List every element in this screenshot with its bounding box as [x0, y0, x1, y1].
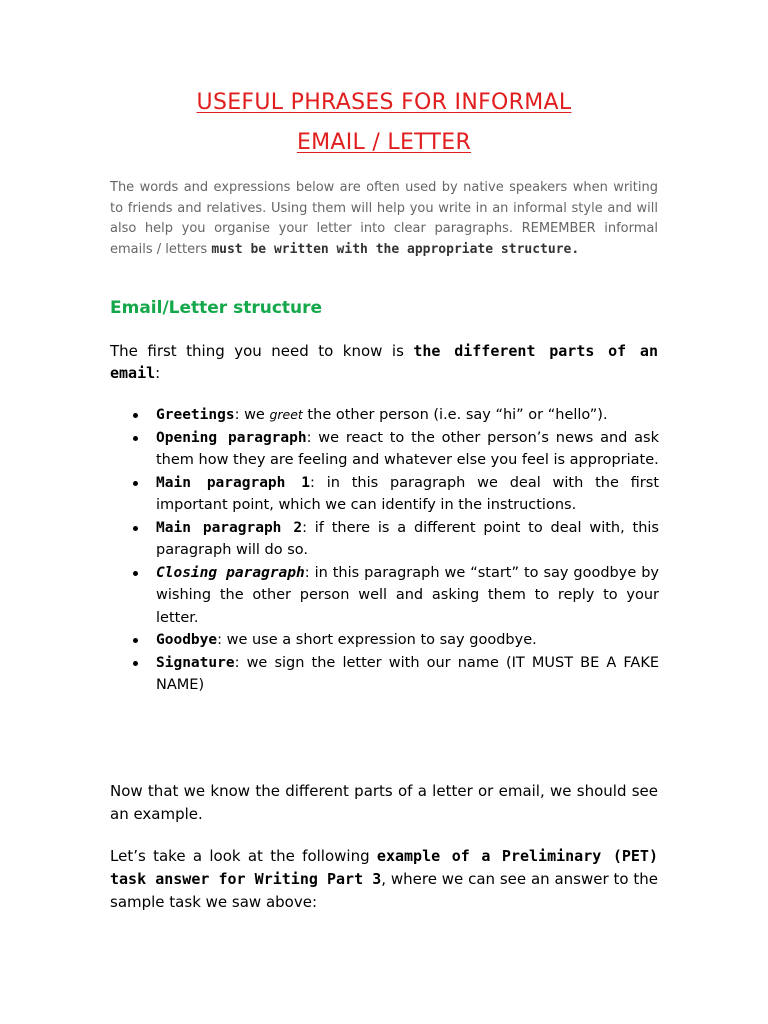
list-item-term: Greetings [156, 407, 235, 423]
list-item-term: Main paragraph 1 [156, 474, 311, 491]
list-item-term: Goodbye [156, 632, 218, 648]
document-title-line-1: USEFUL PHRASES FOR INFORMAL [196, 90, 572, 115]
example-reference-end: , where we can see an answer to the sample task we saw above: [110, 870, 658, 911]
list-item-greetings [133, 404, 659, 427]
example-reference-text: Let’s take a look at the following [110, 847, 377, 865]
lead-text: The first thing you need to know is [110, 342, 414, 360]
list-item-italic: greet [269, 407, 303, 422]
list-item-text: : in this paragraph we “start” to say goodbye by wishing the other person well and asking them to reply to your letter. [156, 564, 659, 626]
bullet-icon [133, 413, 138, 418]
list-item-term: Signature [156, 654, 235, 671]
example-reference-paragraph [110, 845, 658, 914]
bullet-icon [133, 436, 138, 441]
list-item-main-paragraph-1 [133, 472, 659, 517]
list-item-term: Closing paragraph [156, 564, 305, 581]
list-item-text: : we sign the letter with our name (IT MUST BE A FAKE NAME) [156, 654, 659, 693]
document-title-line-2: EMAIL / LETTER [296, 130, 472, 155]
list-item-closing-paragraph [133, 562, 659, 630]
list-item-text: : if there is a different point to deal with, this paragraph will do so. [156, 519, 659, 558]
list-item-text: : we react to the other person’s news and ask them how they are feeling and whatever else you feel is appropriate. [156, 429, 659, 468]
list-item-text: the other person (i.e. say “hi” or “hello”). [302, 407, 608, 423]
bullet-icon [133, 638, 138, 643]
lead-bold-text: the different parts of an email [110, 342, 658, 382]
list-item-text: : we use a short expression to say goodbye. [217, 632, 537, 648]
list-item-signature [133, 652, 659, 697]
section-heading: Email/Letter structure [110, 298, 323, 318]
list-item-colon: : we [234, 407, 270, 423]
example-reference-bold: example of a Preliminary (PET) task answer for Writing Part 3 [110, 847, 658, 888]
intro-text: The words and expressions below are often used by native speakers when writing to friends and relatives. Using them will help you write in an informal style and will also help you organise your letter into clear paragraphs. REMEMBER informal emails / letters [110, 180, 658, 257]
list-item-opening-paragraph [133, 427, 659, 472]
example-intro-paragraph: Now that we know the different parts of a letter or email, we should see an example. [110, 782, 658, 823]
list-item-term: Main paragraph 2 [156, 519, 303, 536]
lead-paragraph [110, 340, 658, 384]
lead-end: : [155, 364, 161, 382]
bullet-icon [133, 481, 138, 486]
intro-paragraph [110, 178, 658, 260]
bullet-icon [133, 661, 138, 666]
structure-list [133, 404, 659, 697]
list-item-goodbye [133, 629, 659, 652]
bullet-icon [133, 571, 138, 576]
intro-bold-text: must be written with the appropriate structure. [211, 241, 580, 257]
list-item-term: Opening paragraph [156, 429, 307, 446]
list-item-text: : in this paragraph we deal with the first important point, which we can identify in the instructions. [156, 474, 660, 513]
bullet-icon [133, 526, 138, 531]
list-item-main-paragraph-2 [133, 517, 659, 562]
